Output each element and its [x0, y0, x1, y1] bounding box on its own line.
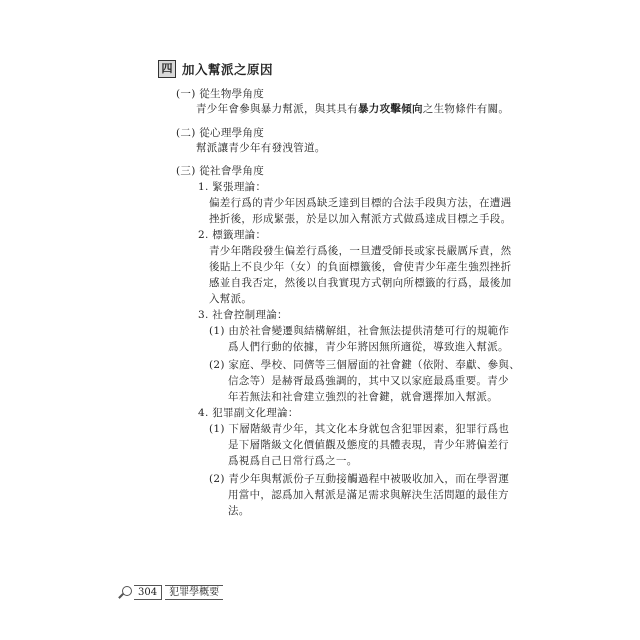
- theory-social-control-item2: 信念等）是赫胥最爲強調的，其中又以家庭最爲重要。青少: [228, 375, 509, 387]
- theory-labeling-line: 感並自我否定，然後以自我實現方式朝向所標籤的行爲，最後加: [209, 277, 512, 289]
- book-title: 犯罪學概要: [165, 585, 223, 600]
- section-heading: [158, 60, 273, 78]
- theory-labeling-line: 後貼上不良少年（女）的負面標籤後，會使青少年產生強烈挫折: [209, 261, 512, 273]
- theory-strain-title: 1. 緊張理論：: [198, 181, 267, 193]
- theory-social-control-item1: (1) 由於社會變遷與結構解組，社會無法提供清楚可行的規範作: [209, 325, 510, 337]
- theory-labeling-title: 2. 標籤理論：: [198, 229, 267, 241]
- psychology-text: 幫派讓青少年有發洩管道。: [196, 142, 326, 154]
- magnifier-icon: [118, 586, 132, 600]
- theory-social-control-item2: (2) 家庭、學校、同儕等三個層面的社會鍵（依附、奉獻、參與、: [209, 359, 521, 371]
- page-footer: [118, 585, 223, 600]
- theory-subculture-item2: (2) 青少年與幫派份子互動接觸過程中被吸收加入，而在學習運: [209, 473, 510, 485]
- theory-subculture-item1: (1) 下層階級青少年，其文化本身就包含犯罪因素，犯罪行爲也: [209, 423, 510, 435]
- section-number-badge: 四: [158, 60, 176, 78]
- section-title: 加入幫派之原因: [182, 62, 274, 77]
- theory-subculture-item1: 爲視爲自己日常行爲之一。: [228, 455, 358, 467]
- heading-biology: (一) 從生物學角度: [176, 88, 265, 100]
- theory-strain-line: 偏差行爲的青少年因爲缺乏達到目標的合法手段與方法，在遭遇: [209, 197, 512, 209]
- theory-labeling-line: 入幫派。: [209, 293, 253, 305]
- page-number: 304: [134, 585, 162, 600]
- biology-text: 青少年會參與暴力幫派，與其具有暴力攻擊傾向之生物條件有關。: [196, 103, 510, 115]
- theory-subculture-item2: 用當中，認爲加入幫派是滿足需求與解決生活問題的最佳方: [228, 489, 509, 501]
- theory-strain-line: 挫折後，形成緊張，於是以加入幫派方式做爲達成目標之手段。: [209, 213, 512, 225]
- theory-subculture-item1: 是下層階級文化價値觀及態度的具體表現，青少年將偏差行: [228, 439, 509, 451]
- heading-psychology: (二) 從心理學角度: [176, 127, 265, 139]
- heading-sociology: (三) 從社會學角度: [176, 165, 265, 177]
- theory-social-control-item1: 爲人們行動的依據，青少年將因無所適從，導致進入幫派。: [228, 341, 509, 353]
- theory-social-control-item2: 年若無法和社會建立強烈的社會鍵，就會選擇加入幫派。: [228, 391, 498, 403]
- emphasis-aggression: 暴力攻擊傾向: [358, 103, 423, 115]
- theory-subculture-title: 4. 犯罪副文化理論：: [198, 407, 299, 419]
- theory-social-control-title: 3. 社會控制理論：: [198, 309, 288, 321]
- theory-labeling-line: 青少年階段發生偏差行爲後，一旦遭受師長或家長嚴厲斥責，然: [209, 245, 512, 257]
- theory-subculture-item2: 法。: [228, 505, 250, 517]
